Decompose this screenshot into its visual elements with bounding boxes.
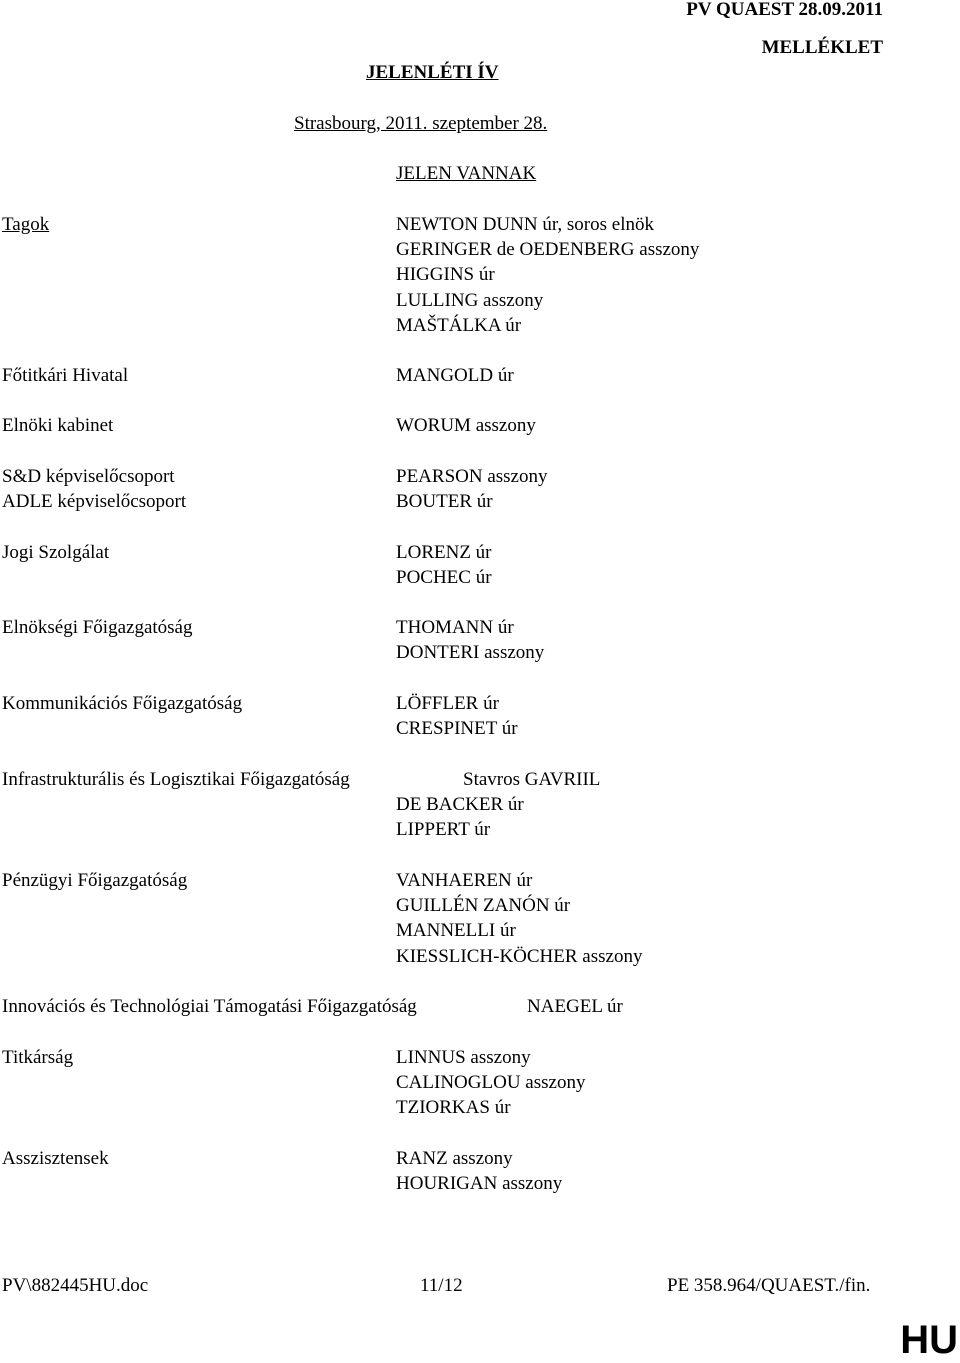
group-label-dg-finance: Pénzügyi Főigazgatóság: [2, 870, 188, 891]
present-heading: JELEN VANNAK: [396, 163, 537, 184]
group-label-dg-communication: Kommunikációs Főigazgatóság: [2, 693, 243, 714]
place-date: Strasbourg, 2011. szeptember 28.: [294, 113, 548, 134]
name-line: LÖFFLER úr: [396, 693, 499, 714]
name-line: CALINOGLOU asszony: [396, 1072, 586, 1094]
group-names-members: [396, 212, 699, 338]
group-label-members: Tagok: [2, 214, 50, 235]
group-names-presidents-cabinet: [396, 413, 536, 438]
group-label-assistants: Asszisztensek: [2, 1148, 109, 1169]
name-line: WORUM asszony: [396, 415, 536, 436]
footer-language-code: HU: [900, 1318, 958, 1362]
group-names-dg-presidency: [396, 615, 544, 665]
group-names-assistants: [396, 1146, 562, 1196]
footer-page-number: 11/12: [420, 1275, 463, 1296]
name-line: VANHAEREN úr: [396, 870, 533, 891]
group-label-political-groups: [2, 464, 186, 514]
name-line: HOURIGAN asszony: [396, 1173, 563, 1195]
name-line: MANGOLD úr: [396, 365, 514, 386]
name-line: CRESPINET úr: [396, 718, 518, 740]
group-names-legal-service: [396, 540, 492, 590]
name-line: MAŠTÁLKA úr: [396, 314, 522, 336]
name-line: GUILLÉN ZANÓN úr: [396, 895, 571, 917]
name-line: TZIORKAS úr: [396, 1097, 511, 1119]
document-title: JELENLÉTI ÍV: [366, 62, 499, 83]
footer-doc-reference: PV\882445HU.doc: [2, 1275, 149, 1296]
group-names-secretariat: [396, 1045, 585, 1121]
name-line: LIPPERT úr: [396, 819, 491, 841]
group-names-dg-finance: [396, 868, 642, 969]
group-names-dg-infrastructure: [396, 792, 524, 842]
name-line: NEWTON DUNN úr, soros elnök: [396, 214, 654, 235]
name-line: PEARSON asszony: [396, 466, 548, 487]
name-line: DE BACKER úr: [396, 794, 524, 815]
name-line: THOMANN úr: [396, 617, 514, 638]
group-label-secretary-general: Főtitkári Hivatal: [2, 365, 129, 386]
name-line: KIESSLICH-KÖCHER asszony: [396, 945, 643, 967]
group-label-sd: S&D képviselőcsoport: [2, 466, 175, 487]
group-label-alde: ADLE képviselőcsoport: [2, 491, 187, 513]
name-line: POCHEC úr: [396, 567, 492, 589]
group-label-legal-service: Jogi Szolgálat: [2, 542, 110, 563]
footer-pe-reference: PE 358.964/QUAEST./fin.: [667, 1275, 871, 1296]
name-line: RANZ asszony: [396, 1148, 513, 1169]
group-first-name-innovation: NAEGEL úr: [527, 996, 623, 1017]
header-reference: PV QUAEST 28.09.2011: [686, 0, 883, 20]
group-label-secretariat: Titkárság: [2, 1047, 74, 1068]
name-line: LINNUS asszony: [396, 1047, 531, 1068]
group-label-dg-infrastructure: Infrastrukturális és Logisztikai Főigazgatóság: [2, 769, 350, 790]
group-first-name-infrastructure: Stavros GAVRIIL: [463, 769, 601, 790]
group-label-dg-innovation: Innovációs és Technológiai Támogatási Főigazgatóság: [2, 996, 417, 1017]
name-line: BOUTER úr: [396, 491, 493, 513]
name-line: GERINGER de OEDENBERG asszony: [396, 239, 700, 261]
group-names-secretary-general: [396, 363, 514, 388]
group-label-dg-presidency: Elnökségi Főigazgatóság: [2, 617, 193, 638]
name-line: LULLING asszony: [396, 289, 544, 311]
header-annex-label: MELLÉKLET: [761, 37, 883, 58]
name-line: LORENZ úr: [396, 542, 492, 563]
group-label-presidents-cabinet: Elnöki kabinet: [2, 415, 114, 436]
name-line: DONTERI asszony: [396, 642, 545, 664]
group-names-dg-communication: [396, 691, 518, 741]
group-names-political-groups: [396, 464, 547, 514]
name-line: HIGGINS úr: [396, 264, 495, 286]
name-line: MANNELLI úr: [396, 920, 516, 942]
